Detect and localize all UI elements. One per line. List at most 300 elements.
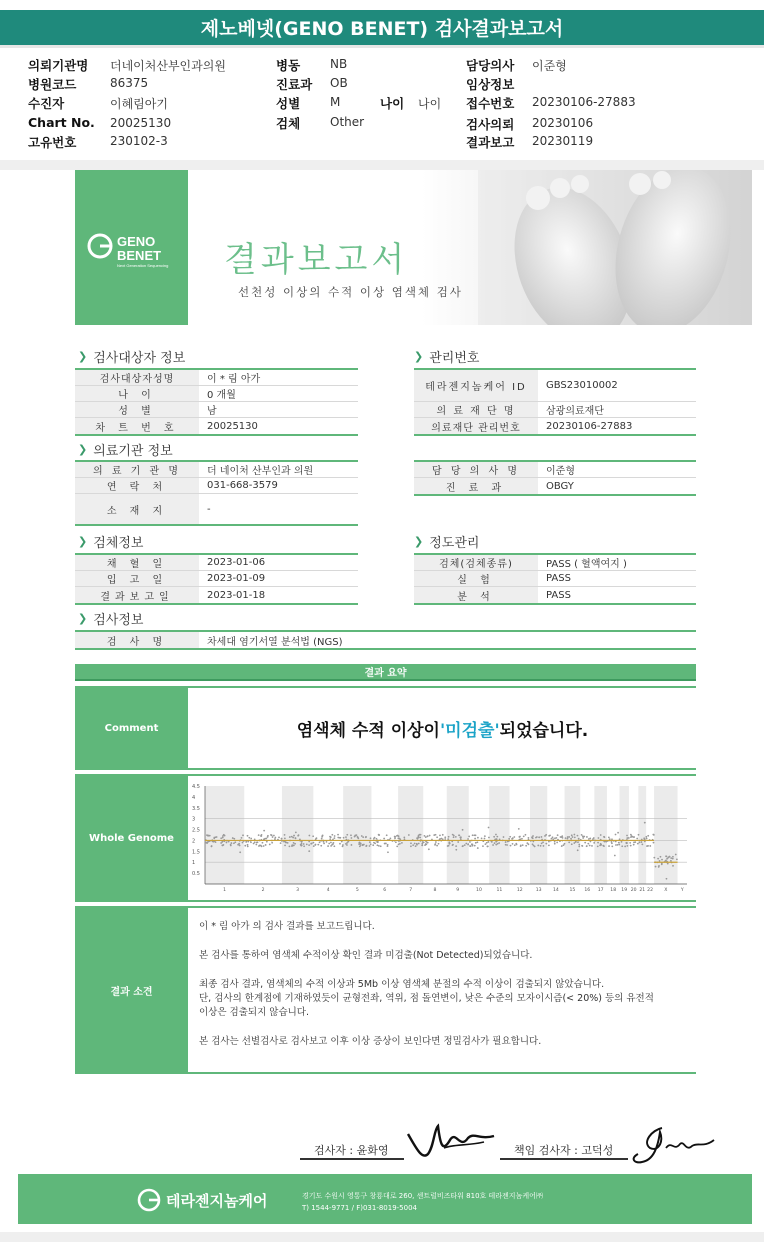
data-point — [492, 844, 494, 846]
data-point — [425, 836, 427, 838]
data-point — [615, 844, 617, 846]
table-row — [75, 462, 358, 478]
row-key: 담 당 의 사 명 — [414, 462, 538, 477]
age-value: 나이 — [418, 97, 442, 111]
data-point — [297, 835, 299, 837]
data-point — [657, 858, 659, 860]
data-point — [333, 845, 335, 847]
y-tick-label: 2.5 — [192, 827, 200, 834]
data-point — [653, 857, 655, 859]
data-point — [533, 845, 535, 847]
data-point — [485, 843, 487, 845]
data-point — [599, 844, 601, 846]
data-point — [436, 845, 438, 847]
data-point — [646, 845, 648, 847]
data-point — [396, 835, 398, 837]
arrow-icon: ❯ — [78, 535, 88, 548]
data-point — [626, 845, 628, 847]
data-point — [528, 843, 530, 845]
responsible-signature — [628, 1122, 718, 1166]
data-point — [255, 844, 257, 846]
info-value: 이혜림아기 — [110, 97, 168, 111]
data-point — [213, 841, 215, 843]
data-point — [506, 844, 508, 846]
data-point — [542, 841, 544, 843]
hero-title: 결과보고서 — [224, 240, 409, 280]
data-point — [259, 845, 261, 847]
row-value: - — [207, 503, 211, 515]
x-tick-label: 7 — [409, 888, 413, 893]
data-point — [403, 836, 405, 838]
data-point — [496, 836, 498, 838]
data-point — [481, 837, 483, 839]
x-tick-label: 12 — [516, 888, 523, 893]
data-point — [515, 843, 517, 845]
data-point — [448, 845, 450, 847]
data-point — [573, 834, 575, 836]
x-tick-label: 17 — [597, 888, 604, 893]
data-point — [578, 846, 580, 848]
data-point — [482, 845, 484, 847]
data-point — [455, 836, 457, 838]
data-point — [386, 834, 388, 836]
findings-line: 본 검사를 통하여 염색체 수적이상 확인 결과 미검출(Not Detected)되었습니다. — [199, 949, 533, 961]
data-point — [460, 838, 462, 840]
arrow-icon: ❯ — [78, 350, 88, 363]
data-point — [337, 834, 339, 836]
row-key: 검 사 명 — [75, 632, 199, 648]
footer — [18, 1174, 752, 1224]
data-point — [556, 842, 558, 844]
y-tick-label: 4.5 — [192, 784, 200, 790]
data-point — [577, 849, 579, 851]
data-point — [469, 841, 471, 843]
data-point — [563, 844, 565, 846]
x-tick-label: X — [664, 888, 668, 893]
table-row — [75, 632, 696, 648]
data-point — [455, 849, 457, 851]
data-point — [510, 845, 512, 847]
data-point — [330, 842, 332, 844]
data-point — [453, 836, 455, 838]
x-tick-label: 20 — [630, 888, 637, 893]
data-point — [394, 836, 396, 838]
data-point — [419, 837, 421, 839]
data-point — [204, 841, 206, 843]
info-value: OB — [330, 76, 348, 90]
data-point — [417, 836, 419, 838]
data-point — [313, 845, 315, 847]
row-value: 이준형 — [546, 466, 575, 477]
data-point — [356, 834, 358, 836]
section-title-mgmt — [414, 347, 479, 366]
data-point — [281, 838, 283, 840]
data-point — [374, 837, 376, 839]
row-key: 차 트 번 호 — [75, 418, 199, 434]
data-point — [261, 845, 263, 847]
data-point — [571, 843, 573, 845]
data-point — [278, 837, 280, 839]
data-point — [557, 834, 559, 836]
data-point — [289, 836, 291, 838]
data-point — [439, 834, 441, 836]
data-point — [571, 834, 573, 836]
findings-line: 최종 검사 결과, 염색체의 수적 이상과 5Mb 이상 염색체 분절의 수적 이상이 검출되지 않았습니다. — [199, 978, 605, 990]
data-point — [532, 837, 534, 839]
data-point — [359, 845, 361, 847]
data-point — [270, 834, 272, 836]
row-value: 더 네이처 산부인과 의원 — [207, 466, 314, 477]
data-point — [351, 837, 353, 839]
data-point — [260, 835, 262, 837]
logo-box — [75, 170, 188, 325]
data-point — [495, 841, 497, 843]
data-point — [328, 843, 330, 845]
table-row — [414, 402, 696, 418]
arrow-icon: ❯ — [78, 612, 88, 625]
data-point — [591, 845, 593, 847]
data-point — [266, 841, 268, 843]
data-point — [398, 843, 400, 845]
data-point — [346, 842, 348, 844]
data-point — [418, 843, 420, 845]
data-point — [247, 844, 249, 846]
data-point — [629, 842, 631, 844]
table-row — [75, 555, 358, 571]
data-point — [645, 836, 647, 838]
data-point — [617, 844, 619, 846]
examiner-signature — [404, 1120, 500, 1164]
data-point — [216, 836, 218, 838]
data-point — [617, 832, 619, 834]
comment-block — [75, 686, 696, 770]
company-name: 테라젠지놈케어 — [166, 1192, 268, 1210]
data-point — [308, 835, 310, 837]
data-point — [573, 842, 575, 844]
info-label: 고유번호 — [28, 135, 77, 150]
table-row — [414, 370, 696, 402]
data-point — [215, 841, 217, 843]
data-point — [453, 835, 455, 837]
data-point — [549, 834, 551, 836]
data-point — [444, 838, 446, 840]
age-label: 나이 — [380, 96, 405, 111]
data-point — [410, 842, 412, 844]
data-point — [233, 842, 235, 844]
info-label: 담당의사 — [466, 58, 515, 73]
findings-text — [199, 920, 654, 1050]
responsible-line — [500, 1158, 628, 1160]
data-point — [428, 848, 430, 850]
data-point — [258, 834, 260, 836]
data-point — [272, 836, 274, 838]
data-point — [397, 837, 399, 839]
data-point — [211, 846, 213, 848]
data-point — [567, 838, 569, 840]
hero-subtitle: 선천성 이상의 수적 이상 염색체 검사 — [238, 285, 463, 299]
data-point — [472, 834, 474, 836]
data-point — [343, 837, 345, 839]
table-row — [75, 402, 358, 418]
table-row — [414, 555, 696, 571]
data-point — [597, 845, 599, 847]
findings-line: 이 * 림 아가 의 검사 결과를 보고드립니다. — [199, 921, 375, 932]
data-point — [475, 834, 477, 836]
data-point — [667, 863, 669, 865]
data-point — [670, 857, 672, 859]
data-point — [387, 851, 389, 853]
data-point — [321, 836, 323, 838]
data-point — [354, 836, 356, 838]
data-point — [615, 834, 617, 836]
arrow-icon: ❯ — [414, 535, 424, 548]
data-point — [333, 837, 335, 839]
data-point — [666, 856, 668, 858]
data-point — [586, 845, 588, 847]
data-point — [669, 856, 671, 858]
data-point — [442, 834, 444, 836]
section-title-qc — [414, 532, 479, 551]
data-point — [603, 836, 605, 838]
findings-line: 이상은 검출되지 않습니다. — [199, 1007, 310, 1019]
chromosome-band — [654, 786, 678, 884]
data-point — [444, 836, 446, 838]
x-tick-label: Y — [680, 888, 684, 893]
data-point — [644, 822, 646, 824]
data-point — [329, 838, 331, 840]
data-point — [435, 841, 437, 843]
info-label: 성별 — [276, 96, 301, 111]
section-label: 검사정보 — [93, 613, 144, 628]
data-point — [408, 834, 410, 836]
data-point — [475, 842, 477, 844]
data-point — [535, 837, 537, 839]
row-value: OBGY — [546, 480, 574, 492]
info-label: 수진자 — [28, 96, 65, 111]
data-point — [649, 845, 651, 847]
data-point — [424, 835, 426, 837]
info-label: Chart No. — [28, 115, 95, 130]
data-point — [421, 843, 423, 845]
y-tick-label: 1 — [192, 860, 196, 867]
section-label: 검사대상자 정보 — [93, 351, 186, 366]
data-point — [326, 841, 328, 843]
data-point — [241, 837, 243, 839]
data-point — [647, 835, 649, 837]
data-point — [263, 830, 265, 832]
info-label: 병동 — [276, 58, 301, 73]
data-point — [221, 841, 223, 843]
data-point — [521, 838, 523, 840]
data-point — [541, 842, 543, 844]
row-key: 나 이 — [75, 386, 199, 401]
data-point — [554, 837, 556, 839]
chromosome-band — [447, 786, 469, 884]
data-point — [523, 835, 525, 837]
table-row — [414, 587, 696, 603]
data-point — [312, 835, 314, 837]
data-point — [376, 838, 378, 840]
info-value: 더네이처산부인과의원 — [110, 59, 226, 73]
info-value: 20230106 — [532, 116, 594, 130]
data-point — [608, 845, 610, 847]
table-row — [414, 478, 696, 494]
data-point — [374, 842, 376, 844]
data-point — [269, 844, 271, 846]
data-point — [611, 842, 613, 844]
data-point — [284, 844, 286, 846]
data-point — [525, 845, 527, 847]
row-value: 20025130 — [207, 420, 258, 432]
data-point — [360, 842, 362, 844]
row-key: 의 료 재 단 명 — [414, 402, 538, 417]
row-value: GBS23010002 — [546, 380, 618, 391]
data-point — [666, 878, 668, 880]
data-point — [306, 843, 308, 845]
data-point — [598, 837, 600, 839]
table-row — [75, 571, 358, 587]
data-point — [293, 844, 295, 846]
data-point — [332, 843, 334, 845]
data-point — [544, 835, 546, 837]
data-point — [634, 841, 636, 843]
data-point — [380, 845, 382, 847]
section-title-institution — [78, 440, 173, 459]
findings-line: 단, 검사의 한계점에 기재하였듯이 균형전좌, 역위, 점 돌연변이, 낮은 수준의 모자이시즘(< 20%) 등의 유전적 — [199, 993, 654, 1005]
data-point — [233, 838, 235, 840]
specimen-table — [75, 553, 358, 605]
data-point — [303, 845, 305, 847]
table-row — [75, 494, 358, 524]
data-point — [458, 834, 460, 836]
info-value: M — [330, 95, 341, 109]
data-point — [230, 842, 232, 844]
chromosome-band — [530, 786, 547, 884]
mgmt-table — [414, 368, 696, 436]
info-value: 20230119 — [532, 134, 594, 148]
data-point — [224, 835, 226, 837]
row-value: 2023-01-18 — [207, 589, 266, 601]
data-point — [339, 837, 341, 839]
data-point — [452, 844, 454, 846]
data-point — [540, 845, 542, 847]
data-point — [434, 843, 436, 845]
data-point — [462, 845, 464, 847]
data-point — [494, 842, 496, 844]
data-point — [265, 844, 267, 846]
data-point — [415, 845, 417, 847]
findings-block — [75, 906, 696, 1074]
data-point — [621, 845, 623, 847]
data-point — [672, 865, 674, 867]
data-point — [319, 841, 321, 843]
data-point — [587, 843, 589, 845]
report-sheet — [18, 170, 752, 1232]
data-point — [608, 837, 610, 839]
info-value: 이준형 — [532, 59, 567, 73]
y-tick-label: 1.5 — [192, 849, 200, 856]
info-label: 임상정보 — [466, 77, 515, 92]
data-point — [327, 845, 329, 847]
data-point — [487, 846, 489, 848]
data-point — [467, 838, 469, 840]
comment-suffix: 되었습니다. — [499, 720, 589, 741]
responsible-label: 책임 검사자 : 고덕성 — [514, 1144, 614, 1157]
section-title-test — [78, 609, 143, 628]
data-point — [565, 837, 567, 839]
data-point — [351, 844, 353, 846]
data-point — [477, 841, 479, 843]
data-point — [630, 836, 632, 838]
data-point — [593, 842, 595, 844]
genome-label: Whole Genome — [75, 776, 188, 900]
data-point — [345, 836, 347, 838]
data-point — [628, 837, 630, 839]
data-point — [308, 844, 310, 846]
row-key: 성 별 — [75, 402, 199, 417]
x-tick-label: 21 — [639, 888, 646, 893]
data-point — [312, 842, 314, 844]
section-label: 의료기관 정보 — [93, 444, 173, 459]
row-value: 삼광의료재단 — [546, 406, 604, 417]
data-point — [239, 845, 241, 847]
data-point — [672, 856, 674, 858]
info-value: 230102-3 — [110, 134, 168, 148]
data-point — [472, 843, 474, 845]
data-point — [346, 844, 348, 846]
data-point — [484, 835, 486, 837]
data-point — [370, 837, 372, 839]
row-key: 결과보고일 — [75, 587, 199, 603]
data-point — [273, 835, 275, 837]
data-point — [554, 843, 556, 845]
data-point — [509, 836, 511, 838]
patient-info — [0, 54, 764, 154]
row-key: 의 료 기 관 명 — [75, 462, 199, 477]
row-key: 검사대상자성명 — [75, 370, 199, 385]
table-row — [75, 418, 358, 434]
x-tick-label: 9 — [456, 888, 460, 893]
data-point — [660, 856, 662, 858]
data-point — [641, 843, 643, 845]
row-value: PASS — [546, 573, 571, 584]
data-point — [366, 845, 368, 847]
data-point — [484, 838, 486, 840]
data-point — [584, 842, 586, 844]
info-label: 검사의뢰 — [466, 117, 515, 132]
x-tick-label: 8 — [433, 888, 437, 893]
data-point — [429, 835, 431, 837]
data-point — [537, 845, 539, 847]
examiner-line — [300, 1158, 404, 1160]
data-point — [284, 834, 286, 836]
row-value: 0 개월 — [207, 390, 236, 401]
data-point — [289, 845, 291, 847]
data-point — [589, 845, 591, 847]
info-value: 20025130 — [110, 116, 172, 130]
data-point — [425, 843, 427, 845]
data-point — [609, 838, 611, 840]
data-point — [265, 838, 267, 840]
data-point — [329, 836, 331, 838]
table-row — [75, 587, 358, 603]
test-table — [75, 630, 696, 650]
data-point — [385, 843, 387, 845]
data-point — [618, 844, 620, 846]
baby-feet-image — [478, 170, 752, 325]
table-row — [414, 571, 696, 587]
data-point — [301, 844, 303, 846]
